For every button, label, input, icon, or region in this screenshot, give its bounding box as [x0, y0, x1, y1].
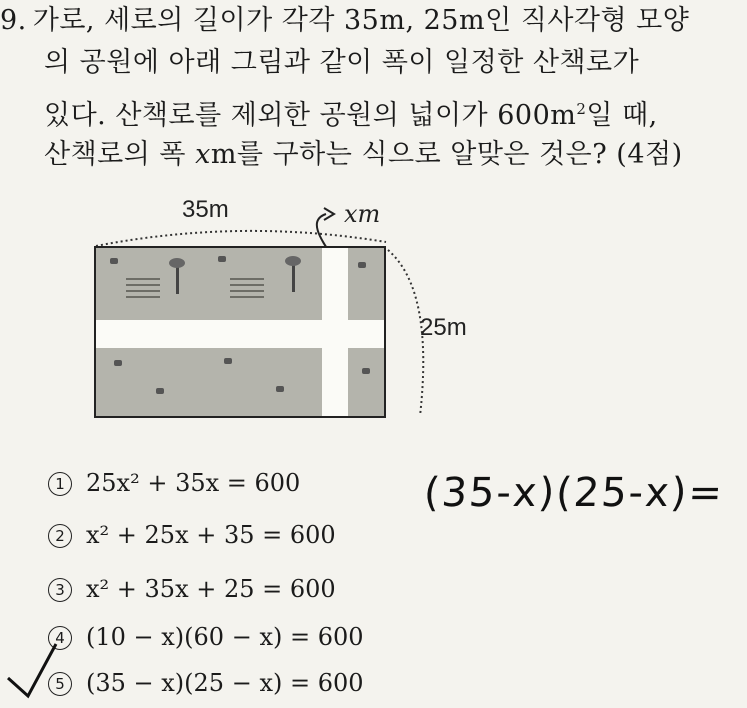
- area-superscript: 2: [576, 100, 587, 118]
- shrub-icon: [224, 358, 232, 364]
- shrub-icon: [218, 256, 226, 262]
- option-number: 2: [48, 524, 72, 548]
- shrub-icon: [362, 368, 370, 374]
- question-number: 9.: [0, 5, 27, 36]
- question-text-1: 가로, 세로의 길이가 각각 35m, 25m인 직사각형 모양: [32, 5, 690, 36]
- option-2[interactable]: [48, 520, 336, 550]
- shrub-icon: [114, 360, 122, 366]
- question-text-3: 있다. 산책로를 제외한 공원의 넓이가 600m: [44, 100, 577, 131]
- option-number: 3: [48, 578, 72, 602]
- checkmark-icon: [4, 632, 64, 702]
- height-label: 25m: [420, 314, 467, 341]
- shrub-icon: [110, 258, 118, 264]
- question-text-2: 의 공원에 아래 그림과 같이 폭이 일정한 산책로가: [44, 47, 640, 78]
- park-rectangle: [94, 246, 386, 418]
- tree-icon: [292, 262, 295, 292]
- option-3[interactable]: [48, 574, 336, 604]
- option-number: 1: [48, 472, 72, 496]
- bench-icon: [230, 278, 264, 300]
- shrub-icon: [156, 388, 164, 394]
- option-text: x² + 25x + 35 = 600: [86, 521, 336, 549]
- question-line-3: [44, 92, 658, 133]
- park-figure: [94, 190, 467, 445]
- question-text-4a: 산책로의 폭: [44, 139, 196, 170]
- tree-icon: [176, 264, 179, 294]
- option-text: (35 − x)(25 − x) = 600: [86, 669, 364, 697]
- option-number: 4: [48, 626, 72, 650]
- question-line-1: [0, 4, 689, 38]
- option-5[interactable]: [48, 668, 364, 698]
- variable-x: x: [195, 139, 211, 170]
- question-line-2: [44, 46, 639, 80]
- question-line-4: [44, 138, 683, 172]
- option-number: 5: [48, 672, 72, 696]
- shrub-icon: [276, 386, 284, 392]
- question-text-3b: 일 때,: [586, 100, 658, 131]
- vertical-path: [322, 248, 348, 416]
- shrub-icon: [358, 262, 366, 268]
- question-text-4b: m를 구하는 식으로 알맞은 것은? (4점): [210, 139, 683, 170]
- bench-icon: [126, 278, 160, 300]
- width-label: 35m: [182, 196, 229, 223]
- option-1[interactable]: [48, 468, 300, 498]
- option-text: (10 − x)(60 − x) = 600: [86, 623, 364, 651]
- option-text: 25x² + 35x = 600: [86, 469, 301, 497]
- option-text: x² + 35x + 25 = 600: [86, 575, 336, 603]
- option-4[interactable]: [48, 622, 364, 652]
- handwritten-note: (35-x)(25-x)=: [422, 470, 726, 516]
- path-width-label: xm: [344, 200, 381, 228]
